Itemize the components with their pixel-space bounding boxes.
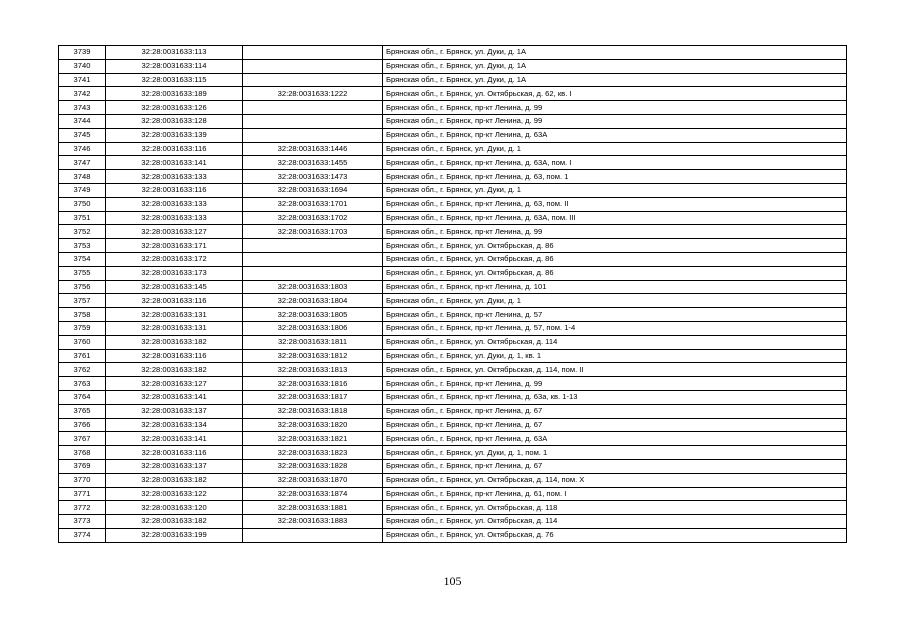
table-row xyxy=(59,501,847,515)
address-cell: Брянская обл., г. Брянск, пр-кт Ленина, д. 67 xyxy=(383,418,847,432)
address-cell: Брянская обл., г. Брянск, пр-кт Ленина, д. 99 xyxy=(383,225,847,239)
table-row xyxy=(59,46,847,60)
cadastral-number-cell: 32:28:0031633:127 xyxy=(106,377,243,391)
table-row xyxy=(59,321,847,335)
table-row xyxy=(59,528,847,542)
row-number-cell: 3766 xyxy=(59,418,106,432)
row-number-cell: 3755 xyxy=(59,266,106,280)
address-cell: Брянская обл., г. Брянск, ул. Октябрьская, д. 86 xyxy=(383,239,847,253)
table-row xyxy=(59,363,847,377)
address-cell: Брянская обл., г. Брянск, пр-кт Ленина, д. 63А, пом. III xyxy=(383,211,847,225)
cadastral-number-cell: 32:28:0031633:122 xyxy=(106,487,243,501)
address-cell: Брянская обл., г. Брянск, пр-кт Ленина, д. 57 xyxy=(383,308,847,322)
table-row xyxy=(59,225,847,239)
table-row xyxy=(59,266,847,280)
room-cadastral-number-cell: 32:28:0031633:1222 xyxy=(243,87,383,101)
row-number-cell: 3741 xyxy=(59,73,106,87)
row-number-cell: 3749 xyxy=(59,183,106,197)
address-cell: Брянская обл., г. Брянск, ул. Октябрьская, д. 114, пом. II xyxy=(383,363,847,377)
table-row xyxy=(59,377,847,391)
table-row xyxy=(59,280,847,294)
cadastral-number-cell: 32:28:0031633:116 xyxy=(106,349,243,363)
address-cell: Брянская обл., г. Брянск, ул. Дуки, д. 1А xyxy=(383,46,847,60)
table-row xyxy=(59,142,847,156)
registry-table-body xyxy=(59,46,847,543)
cadastral-number-cell: 32:28:0031633:173 xyxy=(106,266,243,280)
row-number-cell: 3748 xyxy=(59,170,106,184)
cadastral-number-cell: 32:28:0031633:120 xyxy=(106,501,243,515)
cadastral-number-cell: 32:28:0031633:172 xyxy=(106,252,243,266)
room-cadastral-number-cell: 32:28:0031633:1702 xyxy=(243,211,383,225)
table-row xyxy=(59,308,847,322)
room-cadastral-number-cell: 32:28:0031633:1818 xyxy=(243,404,383,418)
room-cadastral-number-cell: 32:28:0031633:1883 xyxy=(243,515,383,529)
table-row xyxy=(59,183,847,197)
address-cell: Брянская обл., г. Брянск, пр-кт Ленина, д. 63А, пом. I xyxy=(383,156,847,170)
table-row xyxy=(59,418,847,432)
address-cell: Брянская обл., г. Брянск, пр-кт Ленина, д. 61, пом. I xyxy=(383,487,847,501)
row-number-cell: 3758 xyxy=(59,308,106,322)
row-number-cell: 3742 xyxy=(59,87,106,101)
room-cadastral-number-cell: 32:28:0031633:1701 xyxy=(243,197,383,211)
address-cell: Брянская обл., г. Брянск, пр-кт Ленина, д. 99 xyxy=(383,114,847,128)
cadastral-number-cell: 32:28:0031633:131 xyxy=(106,308,243,322)
cadastral-number-cell: 32:28:0031633:131 xyxy=(106,321,243,335)
row-number-cell: 3743 xyxy=(59,101,106,115)
registry-table xyxy=(58,45,847,543)
table-row xyxy=(59,59,847,73)
table-row xyxy=(59,515,847,529)
row-number-cell: 3765 xyxy=(59,404,106,418)
cadastral-number-cell: 32:28:0031633:114 xyxy=(106,59,243,73)
address-cell: Брянская обл., г. Брянск, ул. Октябрьская, д. 118 xyxy=(383,501,847,515)
cadastral-number-cell: 32:28:0031633:133 xyxy=(106,197,243,211)
row-number-cell: 3747 xyxy=(59,156,106,170)
row-number-cell: 3745 xyxy=(59,128,106,142)
row-number-cell: 3753 xyxy=(59,239,106,253)
row-number-cell: 3744 xyxy=(59,114,106,128)
address-cell: Брянская обл., г. Брянск, ул. Октябрьская, д. 62, кв. I xyxy=(383,87,847,101)
address-cell: Брянская обл., г. Брянск, ул. Октябрьская, д. 114 xyxy=(383,515,847,529)
table-row xyxy=(59,390,847,404)
row-number-cell: 3760 xyxy=(59,335,106,349)
address-cell: Брянская обл., г. Брянск, пр-кт Ленина, д. 67 xyxy=(383,459,847,473)
cadastral-number-cell: 32:28:0031633:128 xyxy=(106,114,243,128)
room-cadastral-number-cell xyxy=(243,59,383,73)
address-cell: Брянская обл., г. Брянск, ул. Дуки, д. 1, кв. 1 xyxy=(383,349,847,363)
row-number-cell: 3739 xyxy=(59,46,106,60)
row-number-cell: 3770 xyxy=(59,473,106,487)
address-cell: Брянская обл., г. Брянск, ул. Дуки, д. 1А xyxy=(383,59,847,73)
room-cadastral-number-cell xyxy=(243,46,383,60)
table-row xyxy=(59,211,847,225)
row-number-cell: 3746 xyxy=(59,142,106,156)
room-cadastral-number-cell: 32:28:0031633:1806 xyxy=(243,321,383,335)
address-cell: Брянская обл., г. Брянск, ул. Дуки, д. 1А xyxy=(383,73,847,87)
row-number-cell: 3757 xyxy=(59,294,106,308)
room-cadastral-number-cell: 32:28:0031633:1828 xyxy=(243,459,383,473)
cadastral-number-cell: 32:28:0031633:133 xyxy=(106,211,243,225)
cadastral-number-cell: 32:28:0031633:145 xyxy=(106,280,243,294)
table-row xyxy=(59,170,847,184)
cadastral-number-cell: 32:28:0031633:182 xyxy=(106,515,243,529)
room-cadastral-number-cell: 32:28:0031633:1694 xyxy=(243,183,383,197)
room-cadastral-number-cell xyxy=(243,128,383,142)
table-row xyxy=(59,87,847,101)
room-cadastral-number-cell: 32:28:0031633:1703 xyxy=(243,225,383,239)
row-number-cell: 3756 xyxy=(59,280,106,294)
address-cell: Брянская обл., г. Брянск, ул. Дуки, д. 1, пом. 1 xyxy=(383,446,847,460)
cadastral-number-cell: 32:28:0031633:126 xyxy=(106,101,243,115)
room-cadastral-number-cell: 32:28:0031633:1821 xyxy=(243,432,383,446)
room-cadastral-number-cell xyxy=(243,252,383,266)
room-cadastral-number-cell: 32:28:0031633:1820 xyxy=(243,418,383,432)
row-number-cell: 3740 xyxy=(59,59,106,73)
row-number-cell: 3763 xyxy=(59,377,106,391)
address-cell: Брянская обл., г. Брянск, пр-кт Ленина, д. 63, пом. 1 xyxy=(383,170,847,184)
address-cell: Брянская обл., г. Брянск, ул. Дуки, д. 1 xyxy=(383,183,847,197)
room-cadastral-number-cell: 32:28:0031633:1813 xyxy=(243,363,383,377)
row-number-cell: 3761 xyxy=(59,349,106,363)
room-cadastral-number-cell xyxy=(243,266,383,280)
row-number-cell: 3751 xyxy=(59,211,106,225)
room-cadastral-number-cell xyxy=(243,73,383,87)
table-row xyxy=(59,156,847,170)
address-cell: Брянская обл., г. Брянск, ул. Октябрьская, д. 86 xyxy=(383,252,847,266)
row-number-cell: 3754 xyxy=(59,252,106,266)
row-number-cell: 3772 xyxy=(59,501,106,515)
row-number-cell: 3767 xyxy=(59,432,106,446)
room-cadastral-number-cell: 32:28:0031633:1870 xyxy=(243,473,383,487)
address-cell: Брянская обл., г. Брянск, пр-кт Ленина, д. 63А xyxy=(383,128,847,142)
table-row xyxy=(59,473,847,487)
address-cell: Брянская обл., г. Брянск, пр-кт Ленина, д. 67 xyxy=(383,404,847,418)
cadastral-number-cell: 32:28:0031633:127 xyxy=(106,225,243,239)
table-row xyxy=(59,432,847,446)
table-row xyxy=(59,459,847,473)
cadastral-number-cell: 32:28:0031633:182 xyxy=(106,363,243,377)
row-number-cell: 3771 xyxy=(59,487,106,501)
cadastral-number-cell: 32:28:0031633:134 xyxy=(106,418,243,432)
table-row xyxy=(59,73,847,87)
table-row xyxy=(59,446,847,460)
address-cell: Брянская обл., г. Брянск, пр-кт Ленина, д. 63а, кв. 1-13 xyxy=(383,390,847,404)
room-cadastral-number-cell: 32:28:0031633:1473 xyxy=(243,170,383,184)
address-cell: Брянская обл., г. Брянск, ул. Дуки, д. 1 xyxy=(383,294,847,308)
room-cadastral-number-cell: 32:28:0031633:1874 xyxy=(243,487,383,501)
cadastral-number-cell: 32:28:0031633:116 xyxy=(106,294,243,308)
table-row xyxy=(59,335,847,349)
cadastral-number-cell: 32:28:0031633:116 xyxy=(106,446,243,460)
cadastral-number-cell: 32:28:0031633:116 xyxy=(106,183,243,197)
room-cadastral-number-cell: 32:28:0031633:1881 xyxy=(243,501,383,515)
row-number-cell: 3774 xyxy=(59,528,106,542)
cadastral-number-cell: 32:28:0031633:137 xyxy=(106,459,243,473)
row-number-cell: 3752 xyxy=(59,225,106,239)
table-row xyxy=(59,114,847,128)
row-number-cell: 3762 xyxy=(59,363,106,377)
cadastral-number-cell: 32:28:0031633:116 xyxy=(106,142,243,156)
room-cadastral-number-cell: 32:28:0031633:1446 xyxy=(243,142,383,156)
cadastral-number-cell: 32:28:0031633:141 xyxy=(106,432,243,446)
address-cell: Брянская обл., г. Брянск, пр-кт Ленина, д. 99 xyxy=(383,101,847,115)
address-cell: Брянская обл., г. Брянск, пр-кт Ленина, д. 101 xyxy=(383,280,847,294)
address-cell: Брянская обл., г. Брянск, пр-кт Ленина, д. 57, пом. 1-4 xyxy=(383,321,847,335)
table-row xyxy=(59,349,847,363)
cadastral-number-cell: 32:28:0031633:182 xyxy=(106,335,243,349)
address-cell: Брянская обл., г. Брянск, ул. Октябрьская, д. 114 xyxy=(383,335,847,349)
address-cell: Брянская обл., г. Брянск, ул. Дуки, д. 1 xyxy=(383,142,847,156)
cadastral-number-cell: 32:28:0031633:133 xyxy=(106,170,243,184)
room-cadastral-number-cell: 32:28:0031633:1804 xyxy=(243,294,383,308)
row-number-cell: 3768 xyxy=(59,446,106,460)
cadastral-number-cell: 32:28:0031633:113 xyxy=(106,46,243,60)
row-number-cell: 3764 xyxy=(59,390,106,404)
room-cadastral-number-cell xyxy=(243,101,383,115)
table-row xyxy=(59,487,847,501)
address-cell: Брянская обл., г. Брянск, ул. Октябрьская, д. 114, пом. X xyxy=(383,473,847,487)
table-row xyxy=(59,404,847,418)
room-cadastral-number-cell: 32:28:0031633:1811 xyxy=(243,335,383,349)
cadastral-number-cell: 32:28:0031633:137 xyxy=(106,404,243,418)
row-number-cell: 3750 xyxy=(59,197,106,211)
cadastral-number-cell: 32:28:0031633:171 xyxy=(106,239,243,253)
room-cadastral-number-cell xyxy=(243,239,383,253)
cadastral-number-cell: 32:28:0031633:141 xyxy=(106,390,243,404)
cadastral-number-cell: 32:28:0031633:182 xyxy=(106,473,243,487)
table-row xyxy=(59,128,847,142)
cadastral-number-cell: 32:28:0031633:189 xyxy=(106,87,243,101)
room-cadastral-number-cell: 32:28:0031633:1812 xyxy=(243,349,383,363)
row-number-cell: 3773 xyxy=(59,515,106,529)
room-cadastral-number-cell: 32:28:0031633:1805 xyxy=(243,308,383,322)
cadastral-number-cell: 32:28:0031633:141 xyxy=(106,156,243,170)
cadastral-number-cell: 32:28:0031633:115 xyxy=(106,73,243,87)
table-row xyxy=(59,197,847,211)
address-cell: Брянская обл., г. Брянск, ул. Октябрьская, д. 86 xyxy=(383,266,847,280)
page-number: 105 xyxy=(443,574,462,588)
table-row xyxy=(59,101,847,115)
cadastral-number-cell: 32:28:0031633:199 xyxy=(106,528,243,542)
table-row xyxy=(59,252,847,266)
room-cadastral-number-cell: 32:28:0031633:1816 xyxy=(243,377,383,391)
address-cell: Брянская обл., г. Брянск, ул. Октябрьская, д. 76 xyxy=(383,528,847,542)
row-number-cell: 3769 xyxy=(59,459,106,473)
table-row xyxy=(59,294,847,308)
row-number-cell: 3759 xyxy=(59,321,106,335)
room-cadastral-number-cell xyxy=(243,114,383,128)
address-cell: Брянская обл., г. Брянск, пр-кт Ленина, д. 63, пом. II xyxy=(383,197,847,211)
room-cadastral-number-cell: 32:28:0031633:1823 xyxy=(243,446,383,460)
cadastral-number-cell: 32:28:0031633:139 xyxy=(106,128,243,142)
room-cadastral-number-cell: 32:28:0031633:1817 xyxy=(243,390,383,404)
room-cadastral-number-cell xyxy=(243,528,383,542)
room-cadastral-number-cell: 32:28:0031633:1803 xyxy=(243,280,383,294)
table-row xyxy=(59,239,847,253)
room-cadastral-number-cell: 32:28:0031633:1455 xyxy=(243,156,383,170)
address-cell: Брянская обл., г. Брянск, пр-кт Ленина, д. 63А xyxy=(383,432,847,446)
address-cell: Брянская обл., г. Брянск, пр-кт Ленина, д. 99 xyxy=(383,377,847,391)
